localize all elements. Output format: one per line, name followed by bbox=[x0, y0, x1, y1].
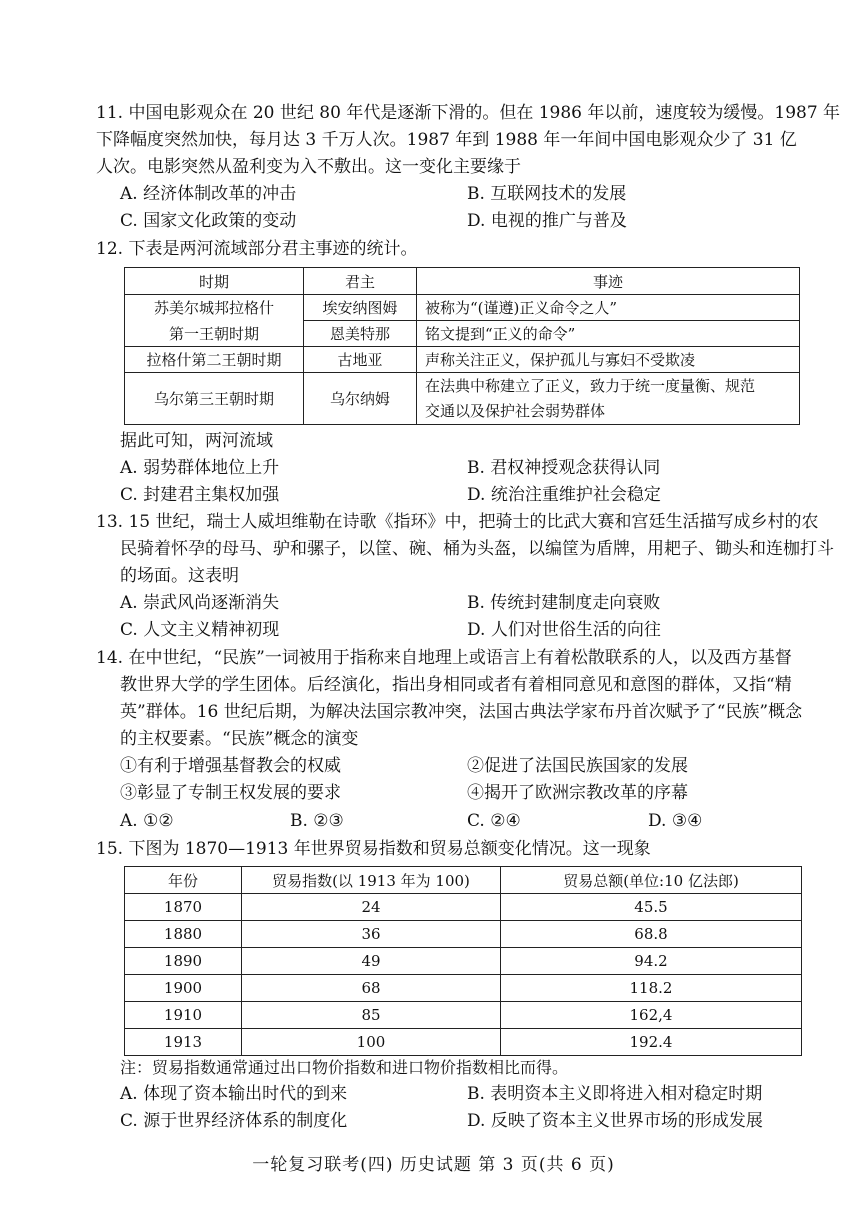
q15-option-a: A. 体现了资本输出时代的到来 bbox=[120, 1084, 348, 1104]
total-cell: 162,4 bbox=[501, 1002, 802, 1029]
q14-line-2: 教世界大学的学生团体。后经演化，指出身相同或者有着相同意见和意图的群体，又指“精 bbox=[120, 675, 792, 695]
period-cell: 第一王朝时期 bbox=[125, 321, 304, 347]
year-cell: 1910 bbox=[125, 1002, 242, 1029]
total-cell: 45.5 bbox=[501, 894, 802, 921]
year-cell: 1900 bbox=[125, 975, 242, 1002]
q11-line-1: 11. 中国电影观众在 20 世纪 80 年代是逐渐下滑的。但在 1986 年以前，速度较为缓慢。1987 年 bbox=[96, 103, 841, 123]
q11-line-3: 人次。电影突然从盈利变为入不敷出。这一变化主要缘于 bbox=[96, 157, 521, 177]
q13-line-1: 13. 15 世纪，瑞士人威坦维勒在诗歌《指环》中，把骑士的比武大赛和宫廷生活描写成乡村的农 bbox=[96, 512, 819, 532]
table-row bbox=[125, 1002, 802, 1029]
deed-cell: 铭文提到“正义的命令” bbox=[417, 321, 800, 347]
q12-rulers-table bbox=[124, 267, 800, 425]
q14-option-d: D. ③④ bbox=[648, 811, 703, 831]
q14-item-1: ①有利于增强基督教会的权威 bbox=[120, 756, 341, 776]
q12-stem: 12. 下表是两河流域部分君主事迹的统计。 bbox=[96, 239, 418, 259]
table-header-deeds: 事迹 bbox=[417, 268, 800, 295]
period-cell: 乌尔第三王朝时期 bbox=[125, 373, 304, 425]
year-cell: 1870 bbox=[125, 894, 242, 921]
q15-stem: 15. 下图为 1870—1913 年世界贸易指数和贸易总额变化情况。这一现象 bbox=[96, 839, 651, 859]
q12-option-a: A. 弱势群体地位上升 bbox=[120, 458, 280, 478]
q13-line-2: 民骑着怀孕的母马、驴和骡子，以筐、碗、桶为头盔，以编筐为盾牌，用耙子、锄头和连枷打斗 bbox=[120, 539, 834, 559]
q14-item-4: ④揭开了欧洲宗教改革的序幕 bbox=[467, 783, 688, 803]
table-row bbox=[125, 1029, 802, 1056]
q11-line-2: 下降幅度突然加快，每月达 3 千万人次。1987 年到 1988 年一年间中国电影观众少了 31 亿 bbox=[96, 130, 797, 150]
period-cell: 拉格什第二王朝时期 bbox=[125, 347, 304, 373]
table-header-period: 时期 bbox=[125, 268, 304, 295]
table-header-year: 年份 bbox=[125, 867, 242, 894]
table-row bbox=[125, 373, 800, 425]
q12-after: 据此可知，两河流域 bbox=[120, 431, 273, 451]
q14-option-a: A. ①② bbox=[120, 811, 174, 831]
deed-cell: 被称为“(谨遵)正义命令之人” bbox=[417, 295, 800, 321]
index-cell: 24 bbox=[242, 894, 501, 921]
q13-option-d: D. 人们对世俗生活的向往 bbox=[467, 620, 661, 640]
table-header-ruler: 君主 bbox=[304, 268, 417, 295]
q14-item-3: ③彰显了专制王权发展的要求 bbox=[120, 783, 341, 803]
table-row bbox=[125, 321, 800, 347]
deed-line: 在法典中称建立了正义，致力于统一度量衡、规范 bbox=[425, 376, 756, 395]
index-cell: 36 bbox=[242, 921, 501, 948]
table-row bbox=[125, 894, 802, 921]
total-cell: 118.2 bbox=[501, 975, 802, 1002]
index-cell: 68 bbox=[242, 975, 501, 1002]
ruler-cell: 乌尔纳姆 bbox=[304, 373, 417, 425]
q11-option-a: A. 经济体制改革的冲击 bbox=[120, 184, 297, 204]
q15-note: 注：贸易指数通常通过出口物价指数和进口物价指数相比而得。 bbox=[120, 1058, 569, 1077]
total-cell: 192.4 bbox=[501, 1029, 802, 1056]
q13-option-a: A. 崇武风尚逐渐消失 bbox=[120, 593, 280, 613]
index-cell: 100 bbox=[242, 1029, 501, 1056]
total-cell: 94.2 bbox=[501, 948, 802, 975]
q15-option-d: D. 反映了资本主义世界市场的形成发展 bbox=[467, 1111, 763, 1131]
q13-line-3: 的场面。这表明 bbox=[120, 566, 239, 586]
period-cell: 苏美尔城邦拉格什 bbox=[125, 295, 304, 321]
year-cell: 1890 bbox=[125, 948, 242, 975]
q14-option-c: C. ②④ bbox=[467, 811, 521, 831]
table-row bbox=[125, 948, 802, 975]
q12-option-c: C. 封建君主集权加强 bbox=[120, 485, 280, 505]
q14-line-1: 14. 在中世纪，“民族”一词被用于指称来自地理上或语言上有着松散联系的人，以及西方基督 bbox=[96, 648, 792, 668]
deed-cell bbox=[417, 373, 800, 425]
q15-option-b: B. 表明资本主义即将进入相对稳定时期 bbox=[467, 1084, 763, 1104]
q11-option-d: D. 电视的推广与普及 bbox=[467, 211, 627, 231]
page-footer: 一轮复习联考(四) 历史试题 第 3 页(共 6 页) bbox=[252, 1155, 615, 1175]
table-row bbox=[125, 921, 802, 948]
q11-option-c: C. 国家文化政策的变动 bbox=[120, 211, 297, 231]
q14-line-4: 的主权要素。“民族”概念的演变 bbox=[120, 729, 359, 749]
table-row bbox=[125, 347, 800, 373]
deed-line: 交通以及保护社会弱势群体 bbox=[425, 401, 606, 420]
table-header-trade-total: 贸易总额(单位:10 亿法郎) bbox=[501, 867, 802, 894]
total-cell: 68.8 bbox=[501, 921, 802, 948]
deed-cell: 声称关注正义，保护孤儿与寡妇不受欺凌 bbox=[417, 347, 800, 373]
year-cell: 1913 bbox=[125, 1029, 242, 1056]
table-row bbox=[125, 975, 802, 1002]
ruler-cell: 埃安纳图姆 bbox=[304, 295, 417, 321]
q12-option-b: B. 君权神授观念获得认同 bbox=[467, 458, 661, 478]
q12-option-d: D. 统治注重维护社会稳定 bbox=[467, 485, 661, 505]
q13-option-b: B. 传统封建制度走向衰败 bbox=[467, 593, 661, 613]
q14-line-3: 英”群体。16 世纪后期，为解决法国宗教冲突，法国古典法学家布丹首次赋予了“民族”概念 bbox=[120, 702, 803, 722]
table-row bbox=[125, 295, 800, 321]
q15-trade-table bbox=[124, 866, 802, 1056]
q13-option-c: C. 人文主义精神初现 bbox=[120, 620, 280, 640]
q15-option-c: C. 源于世界经济体系的制度化 bbox=[120, 1111, 348, 1131]
ruler-cell: 恩美特那 bbox=[304, 321, 417, 347]
table-header-trade-index: 贸易指数(以 1913 年为 100) bbox=[242, 867, 501, 894]
q14-item-2: ②促进了法国民族国家的发展 bbox=[467, 756, 688, 776]
q11-option-b: B. 互联网技术的发展 bbox=[467, 184, 627, 204]
ruler-cell: 古地亚 bbox=[304, 347, 417, 373]
index-cell: 85 bbox=[242, 1002, 501, 1029]
index-cell: 49 bbox=[242, 948, 501, 975]
q14-option-b: B. ②③ bbox=[290, 811, 344, 831]
year-cell: 1880 bbox=[125, 921, 242, 948]
